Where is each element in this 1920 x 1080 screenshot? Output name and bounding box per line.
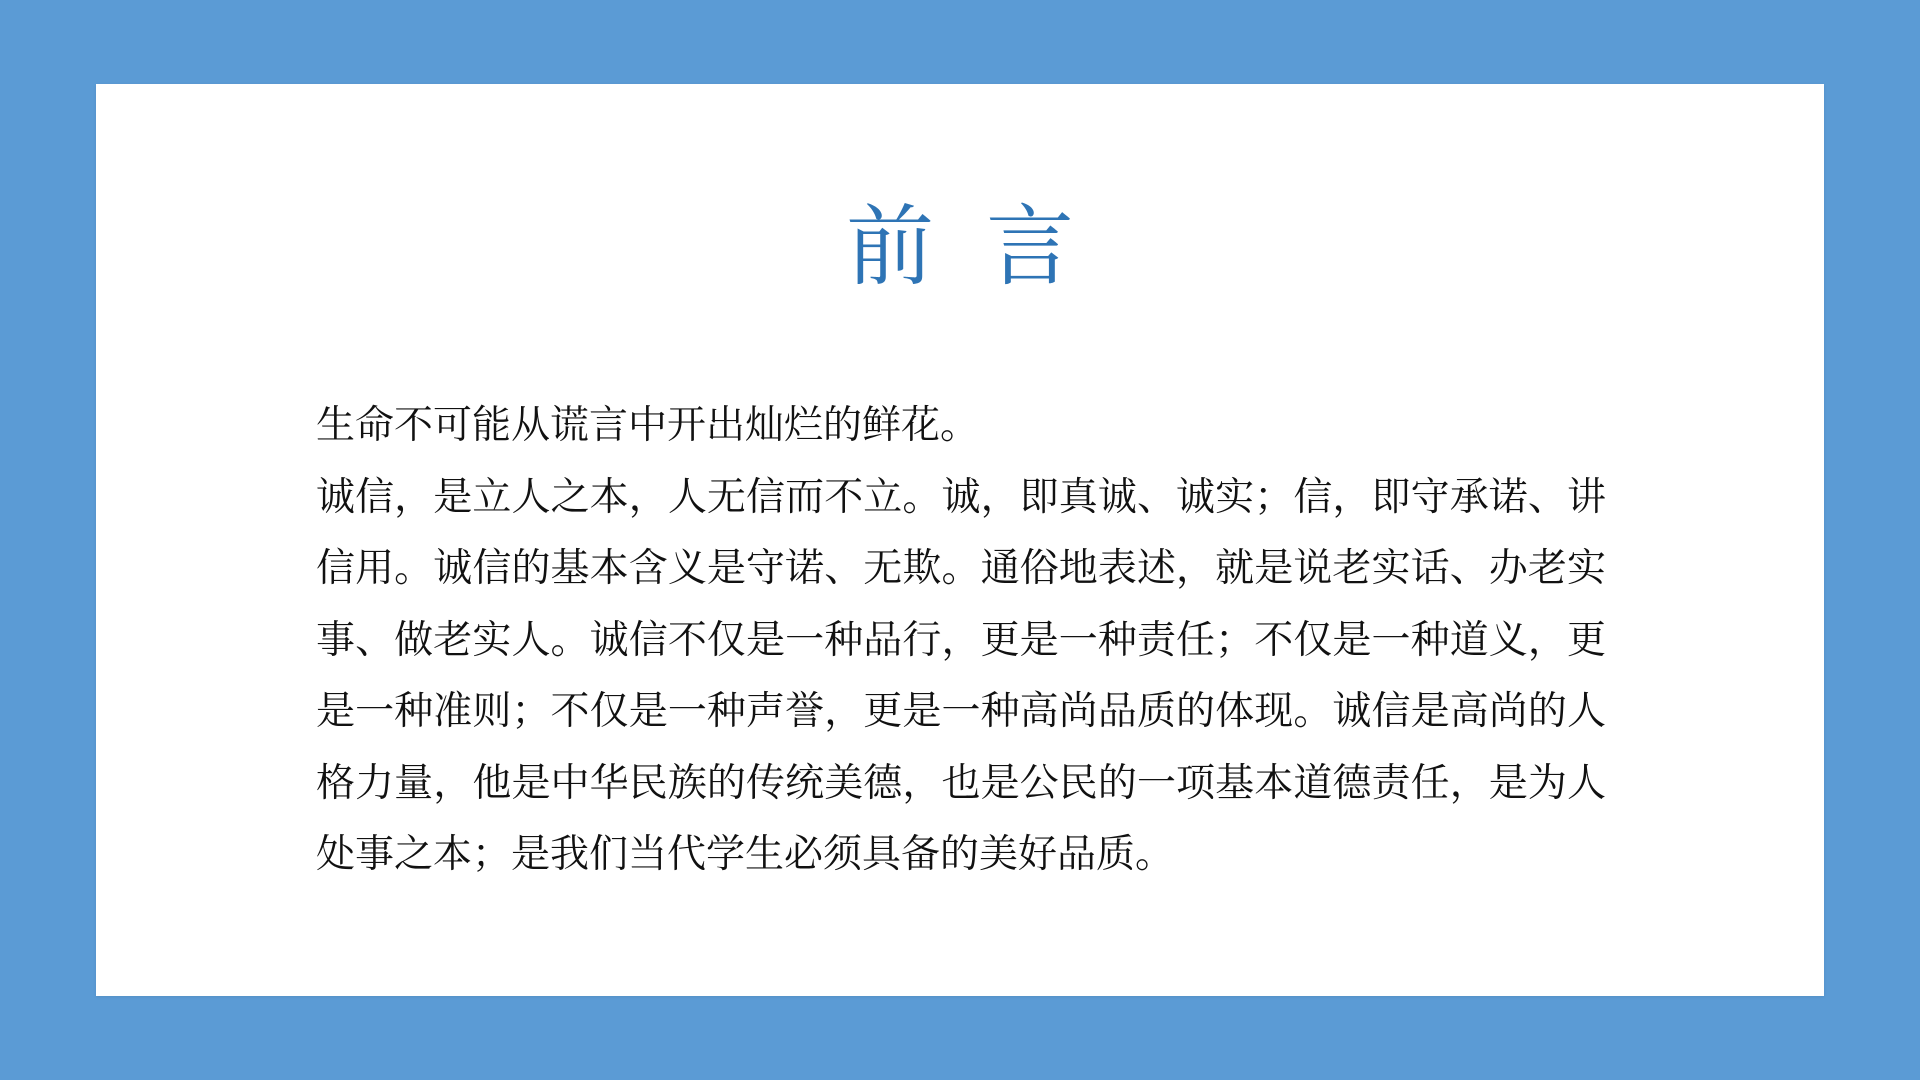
body-text [316,390,1606,891]
slide-title: 前言 [845,195,1126,298]
intro-sentence: 生命不可能从谎言中开出灿烂的鲜花。 [316,403,980,448]
body-paragraph: 诚信，是立人之本，人无信而不立。诚，即真诚、诚实；信，即守承诺、讲信用。诚信的基本含义是守诺、无欺。通俗地表述，就是说老实话、办老实事、做老实人。诚信不仅是一种品行，更是一种责任；不仅是一种道义，更是一种准则；不仅是一种声誉，更是一种高尚品质的体现。诚信是高尚的人格力量，他是中华民族的传统美德，也是公民的一项基本道德责任，是为人处事之本；是我们当代学生必须具备的美好品质。 [316,474,1606,877]
